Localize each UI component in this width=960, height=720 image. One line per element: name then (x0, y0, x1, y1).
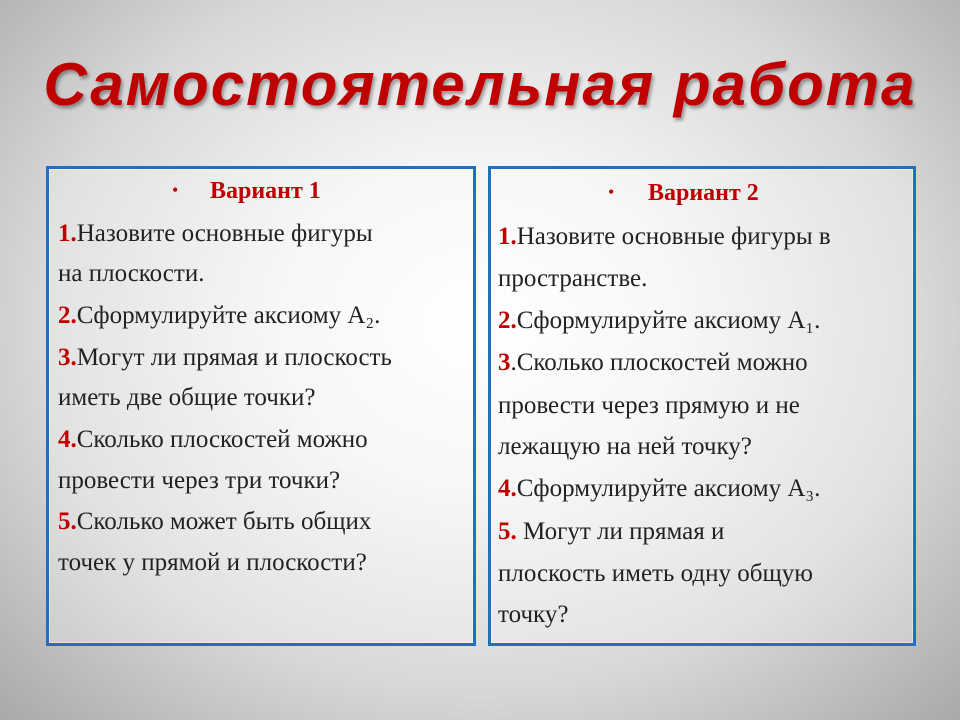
v2-item-3-cont2: лежащую на ней точку? (498, 433, 752, 460)
v2-item-4: 4.Сформулируйте аксиому А₃. (498, 475, 821, 502)
v2-item-5-cont: плоскость иметь одну общую (498, 560, 813, 587)
bullet-icon: • (172, 180, 179, 200)
variant-1-heading: Вариант 1 (210, 178, 321, 204)
v1-item-1: 1.Назовите основные фигуры (58, 220, 373, 247)
v1-item-5: 5.Сколько может быть общих (58, 508, 372, 535)
slide-title: Самостоятельная работа (43, 51, 917, 118)
v1-item-3-cont: иметь две общие точки? (58, 384, 316, 411)
v1-item-3: 3.Могут ли прямая и плоскость (58, 344, 392, 371)
v2-item-1-cont: пространстве. (498, 265, 648, 292)
v2-item-2: 2.Сформулируйте аксиому А₁. (498, 307, 821, 334)
v1-item-4: 4.Сколько плоскостей можно (58, 426, 368, 453)
v1-item-1-cont: на плоскости. (58, 260, 205, 287)
v1-item-2: 2.Сформулируйте аксиому А₂. (58, 302, 381, 329)
variant-2-heading: Вариант 2 (648, 180, 759, 206)
v2-item-3-cont: провести через прямую и не (498, 392, 800, 419)
v2-item-5: 5. Могут ли прямая и (498, 518, 725, 545)
v1-item-5-cont: точек у прямой и плоскости? (58, 549, 367, 576)
v2-item-5-cont2: точку? (498, 601, 569, 628)
bullet-icon: • (608, 182, 615, 202)
v1-item-4-cont: провести через три точки? (58, 467, 341, 494)
v2-item-1: 1.Назовите основные фигуры в (498, 223, 831, 250)
v2-item-3: 3.Сколько плоскостей можно (498, 349, 808, 376)
